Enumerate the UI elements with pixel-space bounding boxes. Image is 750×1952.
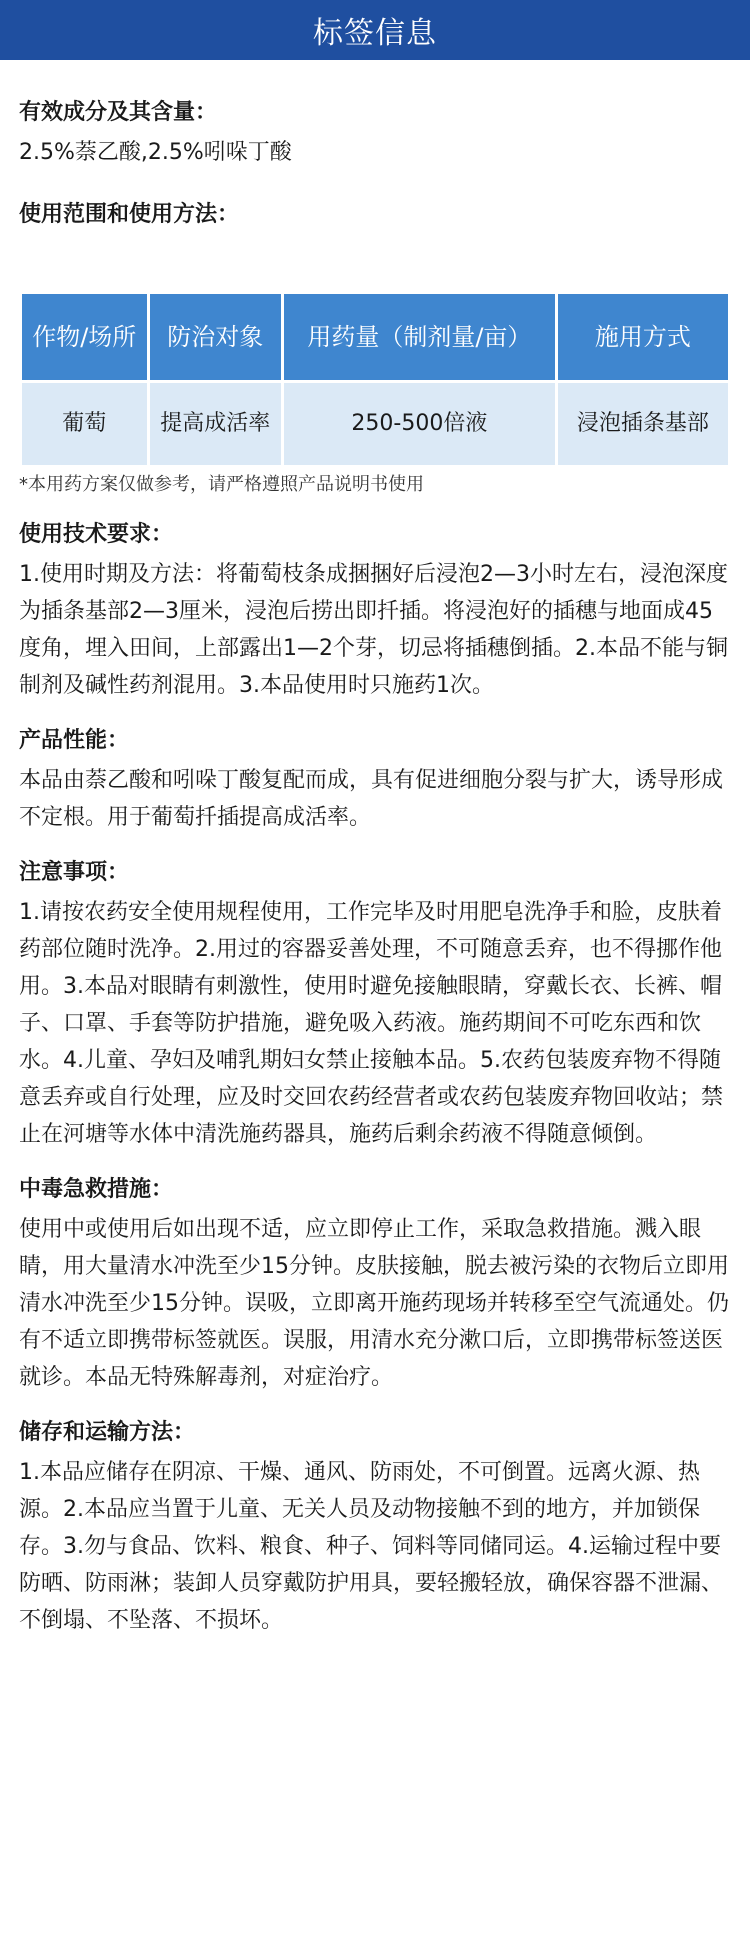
table-row: [22, 383, 728, 465]
caution-text: 1.请按农药安全使用规程使用，工作完毕及时用肥皂洗净手和脸，皮肤着药部位随时洗净。2.用过的容器妥善处理，不可随意丢弃，也不得挪作他用。3.本品对眼睛有刺激性，使用时避免接触眼睛，穿戴长衣、长裤、帽子、口罩、手套等防护措施，避免吸入药液。施药期间不可吃东西和饮水。4.儿童、孕妇及哺乳期妇女禁止接触本品。5.农药包装废弃物不得随意丢弃或自行处理，应及时交回农药经营者或农药包装废弃物回收站；禁止在河塘等水体中清洗施药器具，施药后剩余药液不得随意倾倒。: [19, 900, 724, 1147]
table-header-method: 施用方式: [558, 294, 728, 380]
tech-title: 使用技术要求：: [19, 522, 174, 547]
firstaid-text: 使用中或使用后如出现不适，应立即停止工作，采取急救措施。溅入眼睛，用大量清水冲洗至少15分钟。皮肤接触，脱去被污染的衣物后立即用清水冲洗至少15分钟。误吸，立即离开施药现场并转移至空气流通处。仍有不适立即携带标签就医。误服，用清水充分漱口后，立即携带标签送医就诊。本品无特殊解毒剂，对症治疗。: [19, 1217, 729, 1390]
caution-title: 注意事项：: [19, 860, 130, 885]
storage-text: 1.本品应储存在阴凉、干燥、通风、防雨处，不可倒置。远离火源、热源。2.本品应当置于儿童、无关人员及动物接触不到的地方，并加锁保存。3.勿与食品、饮料、粮食、种子、饲料等同储同运。4.运输过程中要防晒、防雨淋；装卸人员穿戴防护用具，要轻搬轻放，确保容器不泄漏、不倒塌、不坠落、不损坏。: [19, 1460, 724, 1633]
storage-section: [19, 1418, 731, 1639]
ingredient-text: 2.5%萘乙酸,2.5%吲哚丁酸: [19, 140, 292, 165]
performance-text: 本品由萘乙酸和吲哚丁酸复配而成，具有促进细胞分裂与扩大，诱导形成不定根。用于葡萄扦插提高成活率。: [19, 768, 724, 830]
table-cell-method: 浸泡插条基部: [558, 383, 728, 465]
page-title: 标签信息: [313, 16, 437, 51]
usage-table: [19, 291, 731, 468]
ingredient-title: 有效成分及其含量：: [19, 100, 218, 125]
usage-table-wrap: [19, 291, 731, 498]
table-header-target: 防治对象: [150, 294, 281, 380]
ingredient-section: [19, 98, 731, 196]
performance-section: [19, 726, 731, 836]
tech-text: 1.使用时期及方法：将葡萄枝条成捆捆好后浸泡2—3小时左右，浸泡深度为插条基部2—3厘米，浸泡后捞出即扦插。将浸泡好的插穗与地面成45度角，埋入田间，上部露出1—2个芽，切忌将插穗倒插。2.本品不能与铜制剂及碱性药剂混用。3.本品使用时只施药1次。: [19, 562, 728, 698]
table-header-row: [22, 294, 728, 380]
table-header-crop: 作物/场所: [22, 294, 147, 380]
table-cell-target: 提高成活率: [150, 383, 281, 465]
tech-section: [19, 520, 731, 704]
usage-note: *本用药方案仅做参考，请严格遵照产品说明书使用: [19, 474, 424, 495]
page-header: [0, 0, 750, 60]
performance-title: 产品性能：: [19, 728, 130, 753]
firstaid-title: 中毒急救措施：: [19, 1177, 174, 1202]
storage-title: 储存和运输方法：: [19, 1420, 196, 1445]
caution-section: [19, 858, 731, 1153]
table-header-dosage: 用药量（制剂量/亩）: [284, 294, 555, 380]
label-content: [0, 60, 750, 1639]
table-cell-crop: 葡萄: [22, 383, 147, 465]
usage-section: [19, 200, 731, 240]
firstaid-section: [19, 1175, 731, 1396]
table-cell-dosage: 250-500倍液: [284, 383, 555, 465]
usage-title: 使用范围和使用方法：: [19, 202, 240, 227]
